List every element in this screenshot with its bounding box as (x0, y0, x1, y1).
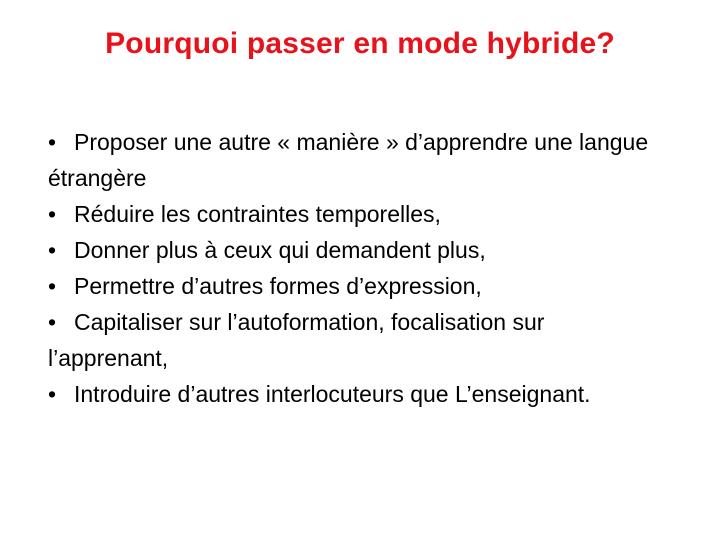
bullet-text: Introduire d’autres interlocuteurs que L’enseignant. (74, 381, 591, 407)
bullet-item (48, 376, 668, 412)
bullet-list (48, 124, 668, 412)
bullet-icon: • (48, 201, 57, 227)
bullet-text: Capitaliser sur l’autoformation, focalisation sur l’apprenant, (48, 309, 545, 371)
bullet-text: Donner plus à ceux qui demandent plus, (74, 237, 486, 263)
bullet-icon: • (48, 273, 57, 299)
bullet-item (48, 232, 668, 268)
bullet-icon: • (48, 129, 57, 155)
bullet-item (48, 124, 668, 196)
bullet-icon: • (48, 381, 57, 407)
bullet-item (48, 268, 668, 304)
slide-title: Pourquoi passer en mode hybride? (105, 27, 615, 60)
bullet-icon: • (48, 309, 57, 335)
bullet-text: Réduire les contraintes temporelles, (74, 201, 441, 227)
bullet-item (48, 304, 668, 376)
bullet-text: Proposer une autre « manière » d’apprendre une langue étrangère (48, 129, 649, 191)
bullet-text: Permettre d’autres formes d’expression, (74, 273, 482, 299)
bullet-item (48, 196, 668, 232)
bullet-icon: • (48, 237, 57, 263)
